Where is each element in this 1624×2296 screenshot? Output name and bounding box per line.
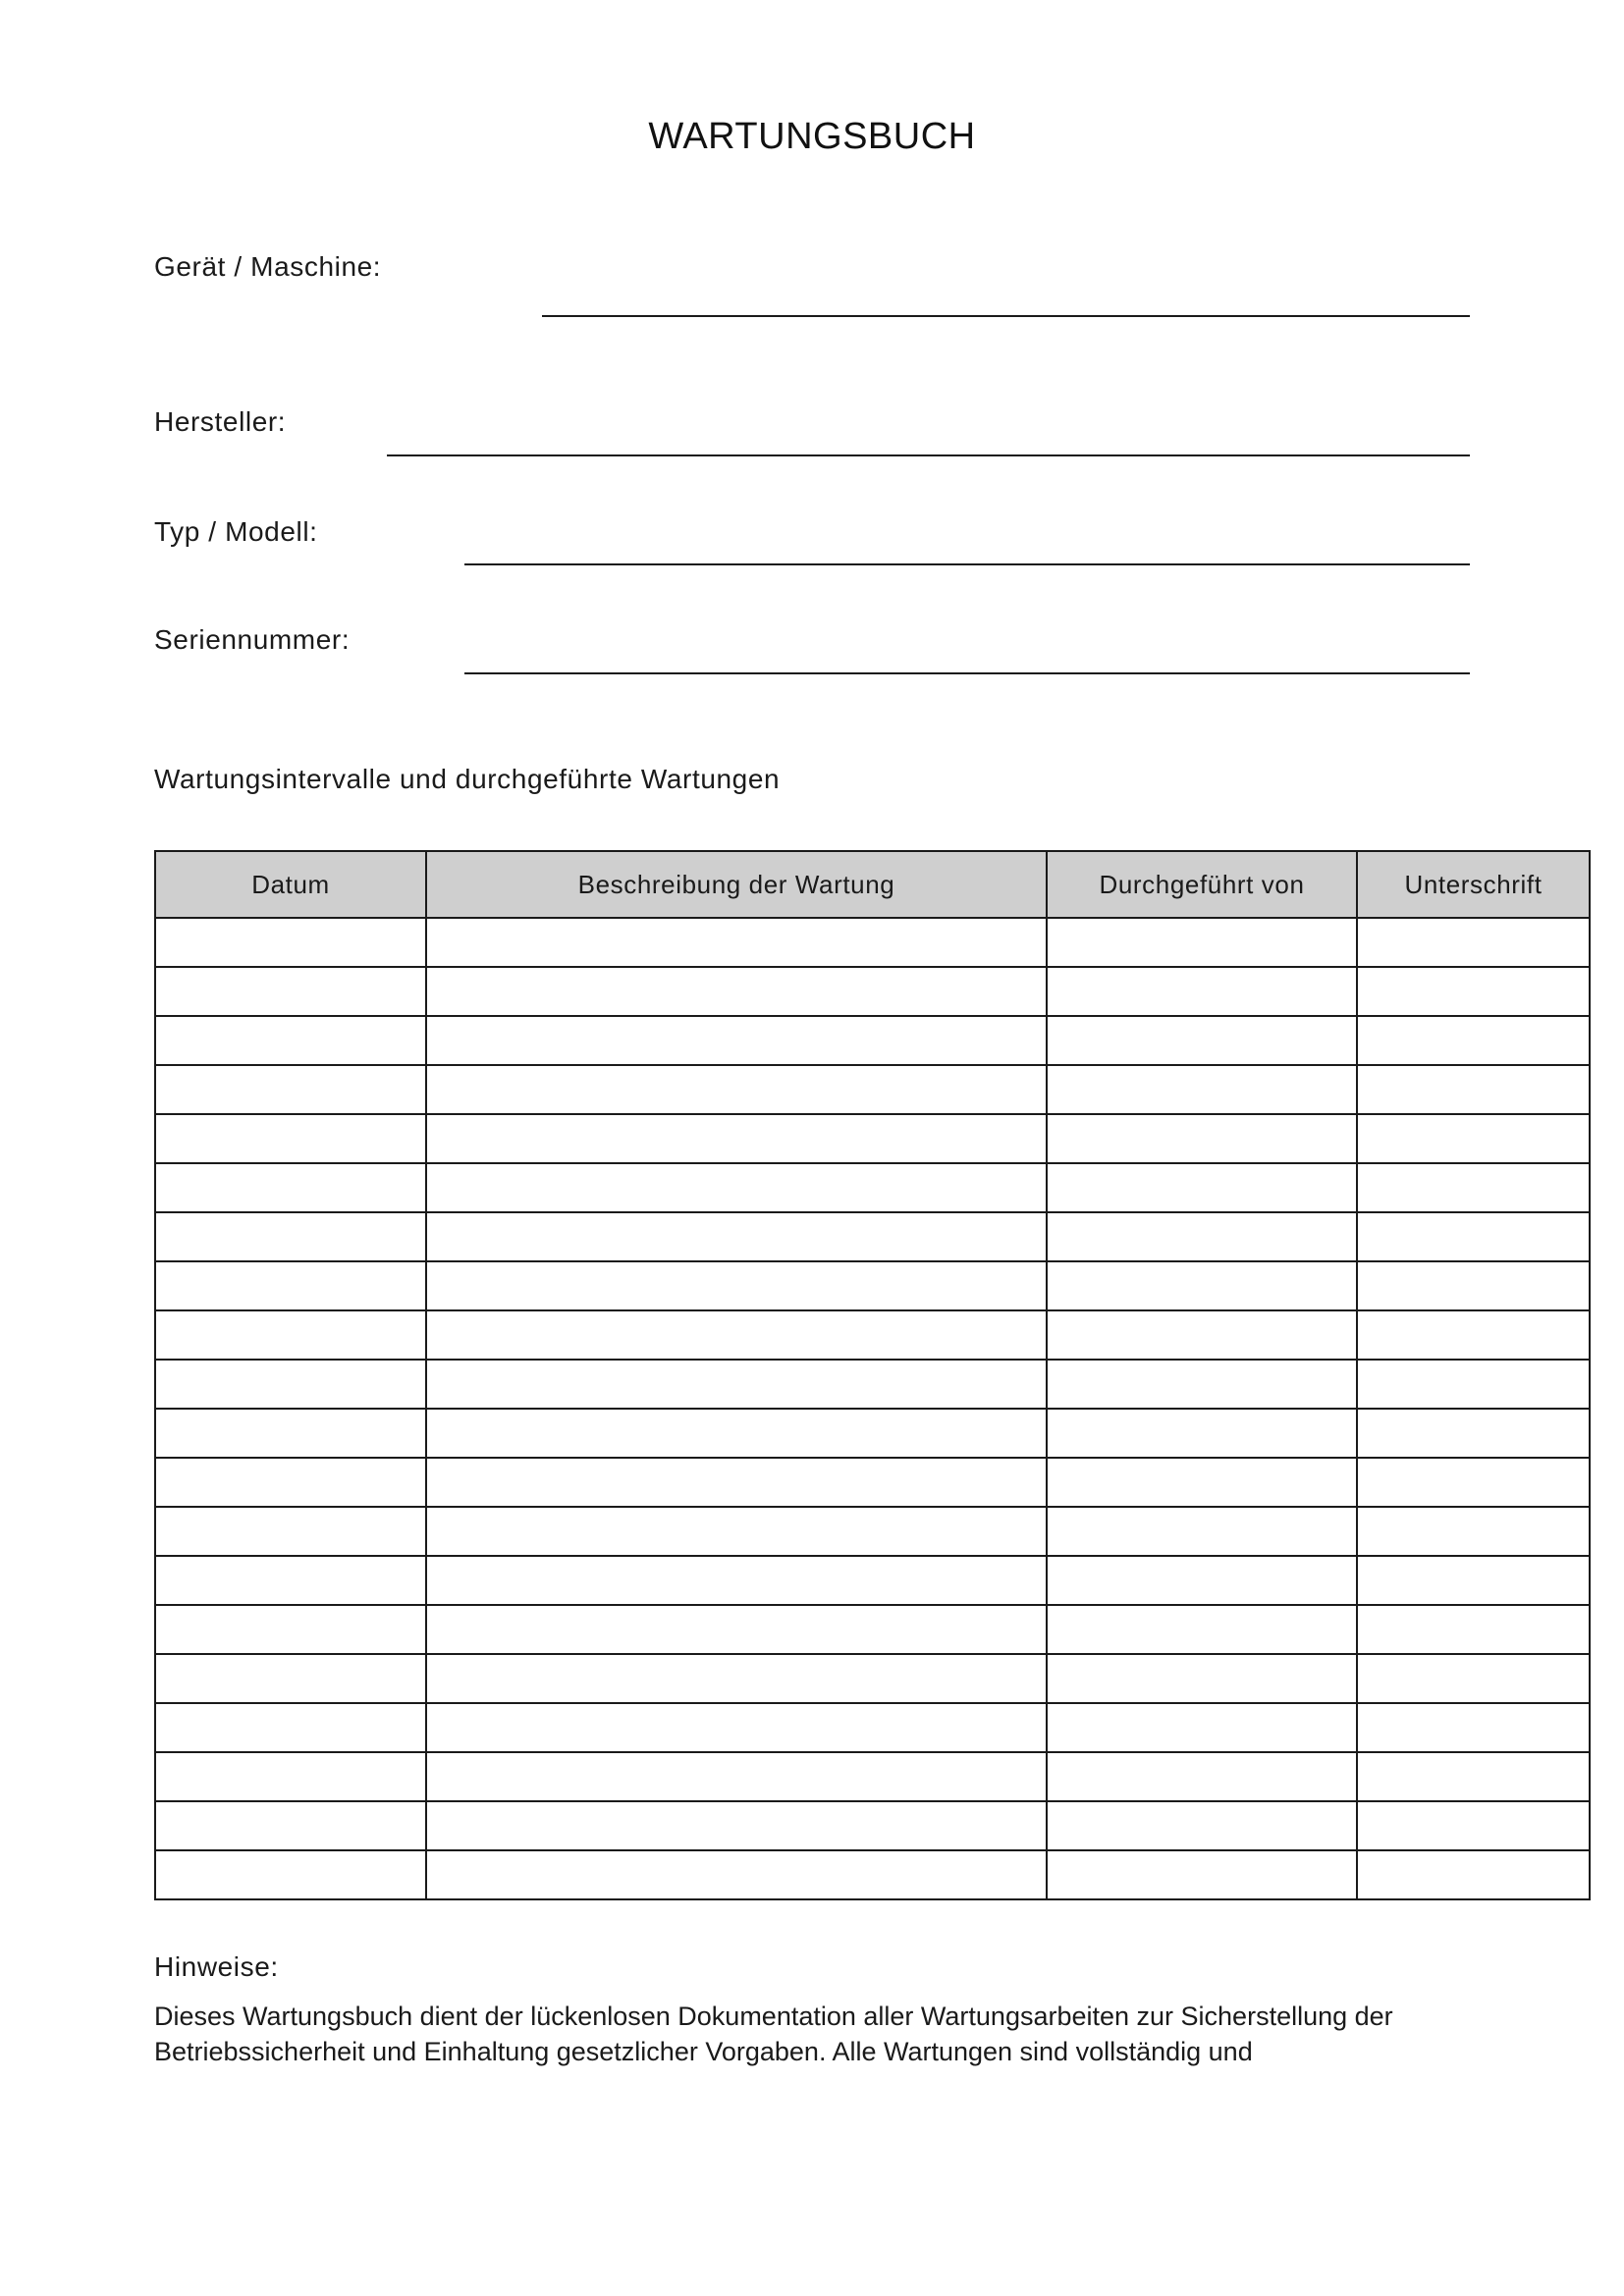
cell-datum[interactable] [155,1065,426,1114]
cell-beschreibung[interactable] [426,1556,1047,1605]
cell-beschreibung[interactable] [426,1703,1047,1752]
cell-durchgefuehrt-von[interactable] [1047,1801,1357,1850]
notes-line: Dieses Wartungsbuch dient der lückenlosen Dokumentation aller Wartungsarbeiten zur Sicherstellung der [154,2002,1393,2031]
cell-beschreibung[interactable] [426,1360,1047,1409]
notes-text [154,1999,1509,2069]
table-row [155,1507,1590,1556]
cell-datum[interactable] [155,1310,426,1360]
cell-beschreibung[interactable] [426,1605,1047,1654]
cell-unterschrift[interactable] [1357,967,1590,1016]
table-row [155,1261,1590,1310]
cell-unterschrift[interactable] [1357,1507,1590,1556]
cell-datum[interactable] [155,1605,426,1654]
cell-durchgefuehrt-von[interactable] [1047,967,1357,1016]
cell-datum[interactable] [155,1654,426,1703]
table-row [155,1114,1590,1163]
cell-beschreibung[interactable] [426,1065,1047,1114]
column-header-unterschrift: Unterschrift [1357,851,1590,918]
cell-durchgefuehrt-von[interactable] [1047,1261,1357,1310]
cell-beschreibung[interactable] [426,1310,1047,1360]
cell-datum[interactable] [155,1507,426,1556]
notes-line: Betriebssicherheit und Einhaltung gesetzlicher Vorgaben. Alle Wartungen sind vollständig und [154,2037,1253,2066]
maintenance-log-table [154,850,1591,1900]
document-title: WARTUNGSBUCH [648,116,976,157]
cell-unterschrift[interactable] [1357,1801,1590,1850]
cell-beschreibung[interactable] [426,1850,1047,1899]
table-row [155,1212,1590,1261]
cell-beschreibung[interactable] [426,967,1047,1016]
column-header-beschreibung: Beschreibung der Wartung [426,851,1047,918]
section-heading: Wartungsintervalle und durchgeführte Wartungen [154,764,781,794]
cell-durchgefuehrt-von[interactable] [1047,1409,1357,1458]
cell-beschreibung[interactable] [426,1212,1047,1261]
cell-datum[interactable] [155,1114,426,1163]
cell-durchgefuehrt-von[interactable] [1047,1703,1357,1752]
cell-durchgefuehrt-von[interactable] [1047,1212,1357,1261]
cell-unterschrift[interactable] [1357,1605,1590,1654]
table-row [155,1016,1590,1065]
field-label-geraet: Gerät / Maschine: [154,251,382,282]
cell-durchgefuehrt-von[interactable] [1047,1360,1357,1409]
cell-unterschrift[interactable] [1357,1114,1590,1163]
cell-unterschrift[interactable] [1357,1065,1590,1114]
cell-datum[interactable] [155,1458,426,1507]
cell-durchgefuehrt-von[interactable] [1047,1556,1357,1605]
cell-unterschrift[interactable] [1357,1654,1590,1703]
table-row [155,1801,1590,1850]
cell-unterschrift[interactable] [1357,1752,1590,1801]
cell-unterschrift[interactable] [1357,1212,1590,1261]
field-line-typ-modell[interactable] [464,563,1470,565]
cell-datum[interactable] [155,1261,426,1310]
table-row [155,1163,1590,1212]
cell-unterschrift[interactable] [1357,918,1590,967]
cell-unterschrift[interactable] [1357,1360,1590,1409]
column-header-datum: Datum [155,851,426,918]
cell-beschreibung[interactable] [426,1507,1047,1556]
table-row [155,1605,1590,1654]
cell-durchgefuehrt-von[interactable] [1047,1016,1357,1065]
table-row [155,1654,1590,1703]
cell-datum[interactable] [155,1556,426,1605]
cell-unterschrift[interactable] [1357,1703,1590,1752]
field-line-geraet[interactable] [542,315,1470,317]
field-label-seriennummer: Seriennummer: [154,624,351,655]
table-row [155,1752,1590,1801]
cell-durchgefuehrt-von[interactable] [1047,918,1357,967]
cell-unterschrift[interactable] [1357,1556,1590,1605]
cell-datum[interactable] [155,1703,426,1752]
cell-datum[interactable] [155,1850,426,1899]
column-header-durchgefuehrt-von: Durchgeführt von [1047,851,1357,918]
cell-beschreibung[interactable] [426,1409,1047,1458]
cell-beschreibung[interactable] [426,1114,1047,1163]
table-row [155,967,1590,1016]
cell-datum[interactable] [155,1752,426,1801]
table-row [155,1556,1590,1605]
cell-unterschrift[interactable] [1357,1458,1590,1507]
table-body [155,918,1590,1899]
table-row [155,1065,1590,1114]
cell-durchgefuehrt-von[interactable] [1047,1654,1357,1703]
cell-unterschrift[interactable] [1357,1409,1590,1458]
notes-heading: Hinweise: [154,1951,279,1982]
cell-durchgefuehrt-von[interactable] [1047,1065,1357,1114]
cell-durchgefuehrt-von[interactable] [1047,1752,1357,1801]
cell-datum[interactable] [155,967,426,1016]
table-row [155,1703,1590,1752]
cell-durchgefuehrt-von[interactable] [1047,1163,1357,1212]
cell-durchgefuehrt-von[interactable] [1047,1850,1357,1899]
cell-unterschrift[interactable] [1357,1163,1590,1212]
table-row [155,918,1590,967]
cell-datum[interactable] [155,1212,426,1261]
cell-unterschrift[interactable] [1357,1850,1590,1899]
cell-unterschrift[interactable] [1357,1016,1590,1065]
table-header-row [155,851,1590,918]
field-label-typ-modell: Typ / Modell: [154,516,318,547]
field-line-hersteller[interactable] [387,454,1470,456]
table-row [155,1458,1590,1507]
cell-datum[interactable] [155,1409,426,1458]
cell-unterschrift[interactable] [1357,1261,1590,1310]
cell-beschreibung[interactable] [426,1654,1047,1703]
cell-durchgefuehrt-von[interactable] [1047,1507,1357,1556]
cell-beschreibung[interactable] [426,1261,1047,1310]
table-row [155,1850,1590,1899]
cell-durchgefuehrt-von[interactable] [1047,1310,1357,1360]
field-label-hersteller: Hersteller: [154,406,287,437]
cell-datum[interactable] [155,1163,426,1212]
cell-beschreibung[interactable] [426,1163,1047,1212]
cell-durchgefuehrt-von[interactable] [1047,1605,1357,1654]
cell-datum[interactable] [155,1016,426,1065]
cell-datum[interactable] [155,1360,426,1409]
cell-datum[interactable] [155,918,426,967]
cell-unterschrift[interactable] [1357,1310,1590,1360]
cell-beschreibung[interactable] [426,1458,1047,1507]
field-line-seriennummer[interactable] [464,672,1470,674]
cell-durchgefuehrt-von[interactable] [1047,1114,1357,1163]
cell-durchgefuehrt-von[interactable] [1047,1458,1357,1507]
cell-beschreibung[interactable] [426,1801,1047,1850]
table-row [155,1409,1590,1458]
table-row [155,1310,1590,1360]
cell-datum[interactable] [155,1801,426,1850]
cell-beschreibung[interactable] [426,1016,1047,1065]
cell-beschreibung[interactable] [426,1752,1047,1801]
table-row [155,1360,1590,1409]
cell-beschreibung[interactable] [426,918,1047,967]
